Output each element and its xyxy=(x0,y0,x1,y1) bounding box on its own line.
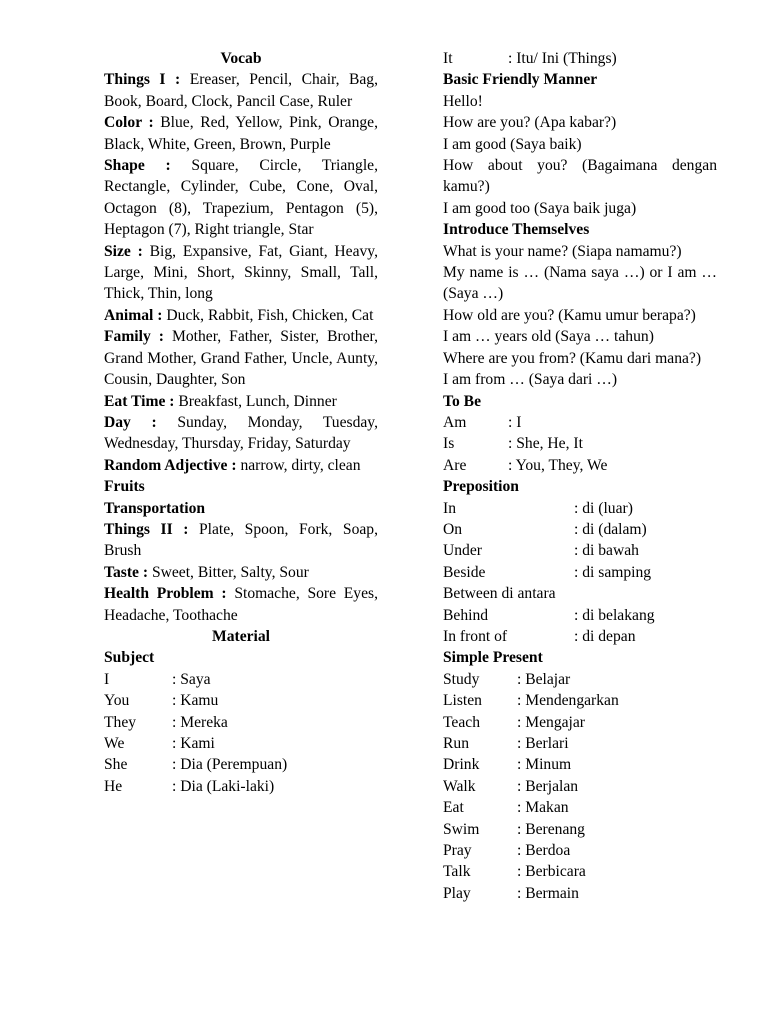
preposition-heading: Preposition xyxy=(443,478,519,496)
vocab-label: Animal : xyxy=(104,306,163,324)
preposition-meaning: : di depan xyxy=(574,627,636,645)
vocab-title: Vocab xyxy=(220,50,262,67)
preposition-row xyxy=(443,498,717,519)
tobe-row xyxy=(443,455,717,476)
vocab-text: narrow, dirty, clean xyxy=(236,456,361,474)
preposition-row xyxy=(443,519,717,540)
introduce-line: I am from … (Saya dari …) xyxy=(443,371,618,389)
preposition-meaning: : di bawah xyxy=(574,542,639,560)
subject-meaning: : Dia (Laki-laki) xyxy=(172,777,275,795)
vocab-entry-animal xyxy=(104,305,378,326)
vocab-entry-random-adjective xyxy=(104,455,378,476)
subject-row xyxy=(104,733,378,754)
present-term: Teach xyxy=(443,713,480,731)
present-term: Play xyxy=(443,884,471,902)
tobe-heading: To Be xyxy=(443,392,481,410)
present-row xyxy=(443,797,717,818)
manner-line: I am good too (Saya baik juga) xyxy=(443,199,637,217)
vocab-label: Color : xyxy=(104,114,154,132)
vocab-text: Mother, Father, Sister, Brother, Grand Mother, Grand Father, Uncle, Aunty, Cousin, Daughter, Son xyxy=(104,328,378,389)
material-title: Material xyxy=(211,627,270,645)
preposition-term: In front of xyxy=(443,627,508,645)
vocab-text: Sunday, Monday, Tuesday, Wednesday, Thursday, Friday, Saturday xyxy=(104,413,378,453)
preposition-meaning: : di belakang xyxy=(574,606,655,624)
tobe-term: Is xyxy=(443,435,455,453)
subject-row xyxy=(104,712,378,733)
present-meaning: : Berlari xyxy=(517,735,569,752)
vocab-label: Things II : xyxy=(104,520,189,538)
preposition-meaning: : di (luar) xyxy=(574,499,633,517)
manner-line: Hello! xyxy=(443,92,483,110)
vocab-entry-taste xyxy=(104,562,378,583)
subject-row xyxy=(104,776,378,797)
vocab-label: Transportation xyxy=(104,499,206,517)
present-row xyxy=(443,819,717,840)
tobe-meaning: : I xyxy=(508,413,522,431)
subject-meaning: : Saya xyxy=(172,670,211,688)
tobe-term: Am xyxy=(443,413,467,431)
vocab-text: Breakfast, Lunch, Dinner xyxy=(174,392,337,410)
present-heading: Simple Present xyxy=(443,649,543,667)
vocab-label: Health Problem : xyxy=(104,585,227,603)
vocab-entry-health-problem xyxy=(104,583,378,626)
present-term: Walk xyxy=(443,777,476,795)
present-row xyxy=(443,712,717,733)
present-meaning: : Mendengarkan xyxy=(517,692,619,710)
vocab-text: Stomache, Sore Eyes, Headache, Toothache xyxy=(104,585,378,624)
vocab-label: Things I : xyxy=(104,71,181,89)
present-meaning: : Berjalan xyxy=(517,777,579,795)
manner-line: How are you? (Apa kabar?) xyxy=(443,114,617,132)
introduce-line: My name is … (Nama saya …) or I am … (Saya …) xyxy=(443,264,717,303)
present-meaning: : Berbicara xyxy=(517,863,586,881)
vocab-label: Family : xyxy=(104,328,164,346)
vocab-entry-eat-time xyxy=(104,391,378,412)
vocab-text: Plate, Spoon, Fork, Soap, Brush xyxy=(104,520,378,560)
manner-heading: Basic Friendly Manner xyxy=(443,71,598,89)
present-row xyxy=(443,669,717,690)
preposition-term: On xyxy=(443,520,463,538)
present-term: Listen xyxy=(443,692,482,710)
present-row xyxy=(443,754,717,775)
present-row xyxy=(443,776,717,797)
introduce-line: What is your name? (Siapa namamu?) xyxy=(443,242,682,260)
subject-term: We xyxy=(104,735,125,752)
vocab-entry-things-2 xyxy=(104,519,378,562)
present-term: Drink xyxy=(443,756,480,774)
present-term: Swim xyxy=(443,820,480,838)
subject-term: You xyxy=(104,692,130,710)
preposition-term: In xyxy=(443,499,456,517)
subject-heading: Subject xyxy=(104,649,155,667)
subject-term: They xyxy=(104,713,137,731)
tobe-meaning: : She, He, It xyxy=(508,435,583,453)
vocab-entry-fruits xyxy=(104,476,378,497)
preposition-meaning: : di samping xyxy=(574,563,652,581)
present-term: Run xyxy=(443,735,469,752)
vocab-text: Big, Expansive, Fat, Giant, Heavy, Large, Mini, Short, Skinny, Small, Tall, Thick, Thin, long xyxy=(104,242,378,303)
vocab-entry-transportation xyxy=(104,498,378,519)
present-row xyxy=(443,733,717,754)
preposition-row xyxy=(443,605,717,626)
vocab-text: Ereaser, Pencil, Chair, Bag, Book, Board, Clock, Pancil Case, Ruler xyxy=(104,71,378,110)
subject-meaning: : Dia (Perempuan) xyxy=(172,756,288,774)
tobe-meaning: : You, They, We xyxy=(508,456,608,474)
subject-term: She xyxy=(104,756,128,774)
present-term: Eat xyxy=(443,799,464,817)
preposition-term: Under xyxy=(443,542,482,560)
vocab-label: Taste : xyxy=(104,563,149,581)
vocab-label: Fruits xyxy=(104,478,145,496)
vocab-label: Shape : xyxy=(104,157,171,175)
introduce-line: I am … years old (Saya … tahun) xyxy=(443,328,654,346)
present-meaning: : Bermain xyxy=(517,884,579,902)
vocab-label: Day : xyxy=(104,413,157,431)
vocab-text: Sweet, Bitter, Salty, Sour xyxy=(148,563,309,581)
vocab-entry-family xyxy=(104,326,378,390)
vocab-label: Random Adjective : xyxy=(104,456,237,474)
present-meaning: : Minum xyxy=(517,756,572,774)
present-row xyxy=(443,690,717,711)
introduce-heading: Introduce Themselves xyxy=(443,221,590,239)
preposition-term: Beside xyxy=(443,563,486,581)
present-row xyxy=(443,861,717,882)
subject-meaning: : Kami xyxy=(172,735,215,752)
tobe-term: Are xyxy=(443,456,467,474)
subject-row-it xyxy=(443,48,717,69)
subject-meaning: : Itu/ Ini (Things) xyxy=(508,50,617,67)
preposition-row xyxy=(443,540,717,561)
vocab-text: Blue, Red, Yellow, Pink, Orange, Black, White, Green, Brown, Purple xyxy=(104,114,379,153)
tobe-row xyxy=(443,412,717,433)
manner-line: How about you? (Bagaimana dengan kamu?) xyxy=(443,157,717,196)
subject-row xyxy=(104,690,378,711)
left-column xyxy=(104,48,378,797)
preposition-term: Between di antara xyxy=(443,585,556,603)
subject-term: I xyxy=(104,670,110,688)
vocab-entry-day xyxy=(104,412,378,455)
vocab-entry-shape xyxy=(104,155,378,241)
present-term: Talk xyxy=(443,863,471,881)
vocab-text: Duck, Rabbit, Fish, Chicken, Cat xyxy=(162,306,374,324)
subject-row xyxy=(104,669,378,690)
preposition-row xyxy=(443,626,717,647)
subject-row xyxy=(104,754,378,775)
vocab-entry-size xyxy=(104,241,378,305)
present-term: Pray xyxy=(443,842,472,860)
introduce-line: Where are you from? (Kamu dari mana?) xyxy=(443,349,702,367)
present-row xyxy=(443,883,717,904)
manner-line: I am good (Saya baik) xyxy=(443,135,582,153)
tobe-row xyxy=(443,433,717,454)
present-term: Study xyxy=(443,670,480,688)
vocab-label: Eat Time : xyxy=(104,392,175,410)
vocab-label: Size : xyxy=(104,242,143,260)
present-meaning: : Mengajar xyxy=(517,713,585,731)
preposition-term: Behind xyxy=(443,606,489,624)
subject-term: He xyxy=(104,777,123,795)
vocab-entry-color xyxy=(104,112,378,155)
right-column xyxy=(443,48,717,904)
preposition-row xyxy=(443,562,717,583)
present-meaning: : Belajar xyxy=(517,670,571,688)
introduce-line: How old are you? (Kamu umur berapa?) xyxy=(443,306,696,324)
subject-term: It xyxy=(443,50,453,67)
vocab-text: Square, Circle, Triangle, Rectangle, Cylinder, Cube, Cone, Oval, Octagon (8), Trapezium, Pentagon (5), Heptagon (7), Right triangle, Star xyxy=(104,157,378,239)
present-meaning: : Berdoa xyxy=(517,842,571,860)
vocab-entry-things-1 xyxy=(104,69,378,112)
present-meaning: : Makan xyxy=(517,799,569,817)
subject-meaning: : Kamu xyxy=(172,692,219,710)
present-row xyxy=(443,840,717,861)
present-meaning: : Berenang xyxy=(517,820,585,838)
subject-meaning: : Mereka xyxy=(172,713,228,731)
preposition-row xyxy=(443,583,717,604)
preposition-meaning: : di (dalam) xyxy=(574,520,647,538)
